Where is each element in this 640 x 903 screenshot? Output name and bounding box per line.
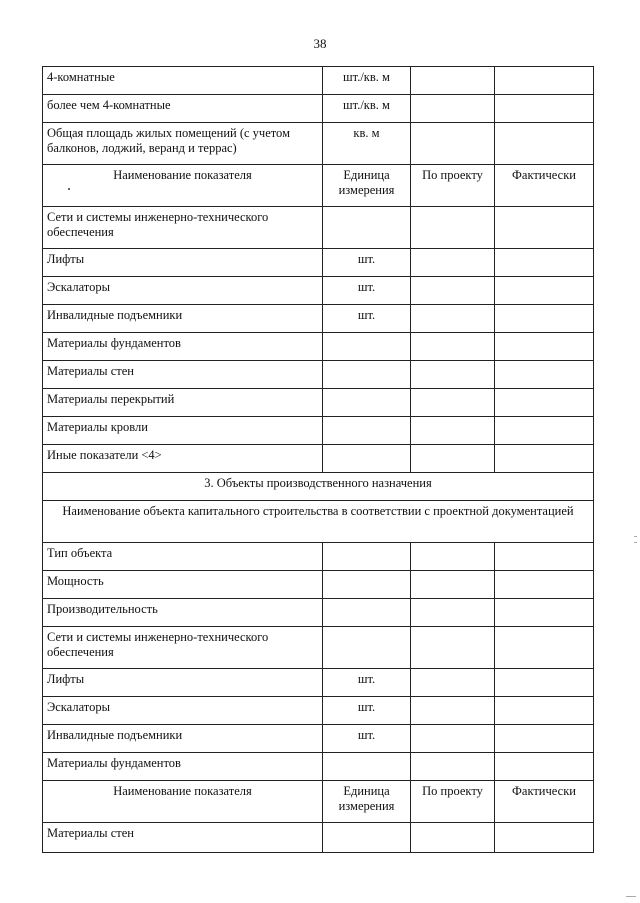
table-row [43, 207, 594, 249]
fact-value-cell[interactable] [495, 417, 594, 445]
table-row [43, 445, 594, 473]
unit-cell [323, 445, 411, 473]
unit-cell [323, 823, 411, 853]
fact-value-cell[interactable] [495, 543, 594, 571]
table-row [43, 571, 594, 599]
header-name: Наименование показателя [43, 781, 323, 823]
table-row [43, 669, 594, 697]
indicator-name: Эскалаторы [43, 697, 323, 725]
header-project: По проекту [411, 781, 495, 823]
project-value-cell[interactable] [411, 445, 495, 473]
indicator-name: Лифты [43, 669, 323, 697]
unit-cell: шт. [323, 669, 411, 697]
unit-cell [323, 627, 411, 669]
scan-mark [626, 896, 636, 897]
header-project: По проекту [411, 165, 495, 207]
header-unit: Единица измерения [323, 165, 411, 207]
project-value-cell[interactable] [411, 123, 495, 165]
table-row [43, 753, 594, 781]
indicator-name: более чем 4-комнатные [43, 95, 323, 123]
header-name: Наименование показателя [43, 165, 323, 207]
section-title: 3. Объекты производственного назначения [43, 473, 594, 501]
project-value-cell[interactable] [411, 361, 495, 389]
header-unit: Единица измерения [323, 781, 411, 823]
fact-value-cell[interactable] [495, 753, 594, 781]
table-row [43, 417, 594, 445]
project-value-cell[interactable] [411, 417, 495, 445]
table-row [43, 333, 594, 361]
project-value-cell[interactable] [411, 305, 495, 333]
project-value-cell[interactable] [411, 599, 495, 627]
fact-value-cell[interactable] [495, 823, 594, 853]
indicator-name: Эскалаторы [43, 277, 323, 305]
table-row [43, 697, 594, 725]
indicator-name: Производительность [43, 599, 323, 627]
unit-cell: шт. [323, 305, 411, 333]
fact-value-cell[interactable] [495, 445, 594, 473]
indicator-name: Общая площадь жилых помещений (с учетом балконов, лоджий, веранд и террас) [43, 123, 323, 165]
table-row [43, 599, 594, 627]
object-caption: Наименование объекта капитального строительства в соответствии с проектной документацией [43, 501, 594, 543]
scan-mark [634, 536, 637, 537]
unit-cell [323, 753, 411, 781]
project-value-cell[interactable] [411, 627, 495, 669]
project-value-cell[interactable] [411, 543, 495, 571]
unit-cell [323, 571, 411, 599]
fact-value-cell[interactable] [495, 67, 594, 95]
table-row [43, 823, 594, 853]
indicator-name: Материалы фундаментов [43, 753, 323, 781]
project-value-cell[interactable] [411, 725, 495, 753]
fact-value-cell[interactable] [495, 627, 594, 669]
header-fact: Фактически [495, 165, 594, 207]
project-value-cell[interactable] [411, 389, 495, 417]
indicator-name: 4-комнатные [43, 67, 323, 95]
fact-value-cell[interactable] [495, 333, 594, 361]
unit-cell: кв. м [323, 123, 411, 165]
column-header-row [43, 781, 594, 823]
unit-cell [323, 543, 411, 571]
fact-value-cell[interactable] [495, 305, 594, 333]
unit-cell [323, 333, 411, 361]
project-value-cell[interactable] [411, 697, 495, 725]
header-fact: Фактически [495, 781, 594, 823]
project-value-cell[interactable] [411, 249, 495, 277]
fact-value-cell[interactable] [495, 123, 594, 165]
table-row [43, 361, 594, 389]
indicator-name: Материалы фундаментов [43, 333, 323, 361]
indicator-name: Сети и системы инженерно-технического обеспечения [43, 627, 323, 669]
table-row [43, 277, 594, 305]
section-title-row [43, 473, 594, 501]
unit-cell [323, 417, 411, 445]
project-value-cell[interactable] [411, 753, 495, 781]
fact-value-cell[interactable] [495, 599, 594, 627]
fact-value-cell[interactable] [495, 571, 594, 599]
scan-mark [634, 542, 637, 543]
indicator-name: Лифты [43, 249, 323, 277]
project-value-cell[interactable] [411, 277, 495, 305]
indicator-name: Инвалидные подъемники [43, 725, 323, 753]
project-value-cell[interactable] [411, 571, 495, 599]
indicator-name: Материалы стен [43, 361, 323, 389]
table-row [43, 543, 594, 571]
unit-cell: шт. [323, 249, 411, 277]
indicator-name: Материалы перекрытий [43, 389, 323, 417]
unit-cell [323, 207, 411, 249]
table-row [43, 389, 594, 417]
unit-cell: шт. [323, 277, 411, 305]
fact-value-cell[interactable] [495, 361, 594, 389]
indicator-name: Материалы стен [43, 823, 323, 853]
unit-cell [323, 599, 411, 627]
fact-value-cell[interactable] [495, 697, 594, 725]
fact-value-cell[interactable] [495, 95, 594, 123]
fact-value-cell[interactable] [495, 669, 594, 697]
unit-cell: шт./кв. м [323, 67, 411, 95]
table-row [43, 249, 594, 277]
project-value-cell[interactable] [411, 823, 495, 853]
project-value-cell[interactable] [411, 669, 495, 697]
fact-value-cell[interactable] [495, 277, 594, 305]
object-caption-row [43, 501, 594, 543]
table-row [43, 725, 594, 753]
table-row [43, 67, 594, 95]
fact-value-cell[interactable] [495, 389, 594, 417]
fact-value-cell[interactable] [495, 725, 594, 753]
indicator-name: Иные показатели <4> [43, 445, 323, 473]
unit-cell [323, 361, 411, 389]
indicators-table [42, 66, 594, 853]
unit-cell: шт./кв. м [323, 95, 411, 123]
project-value-cell[interactable] [411, 207, 495, 249]
indicator-name: Мощность [43, 571, 323, 599]
unit-cell: шт. [323, 697, 411, 725]
page-number: 38 [313, 36, 327, 51]
fact-value-cell[interactable] [495, 249, 594, 277]
fact-value-cell[interactable] [495, 207, 594, 249]
table-row [43, 123, 594, 165]
indicators-table-body [43, 67, 594, 853]
project-value-cell[interactable] [411, 67, 495, 95]
table-row [43, 305, 594, 333]
table-row [43, 627, 594, 669]
indicator-name: Инвалидные подъемники [43, 305, 323, 333]
unit-cell [323, 389, 411, 417]
indicator-name: Материалы кровли [43, 417, 323, 445]
table-row [43, 95, 594, 123]
project-value-cell[interactable] [411, 95, 495, 123]
indicator-name: Сети и системы инженерно-технического обеспечения [43, 207, 323, 249]
project-value-cell[interactable] [411, 333, 495, 361]
unit-cell: шт. [323, 725, 411, 753]
indicator-name: Тип объекта [43, 543, 323, 571]
column-header-row [43, 165, 594, 207]
